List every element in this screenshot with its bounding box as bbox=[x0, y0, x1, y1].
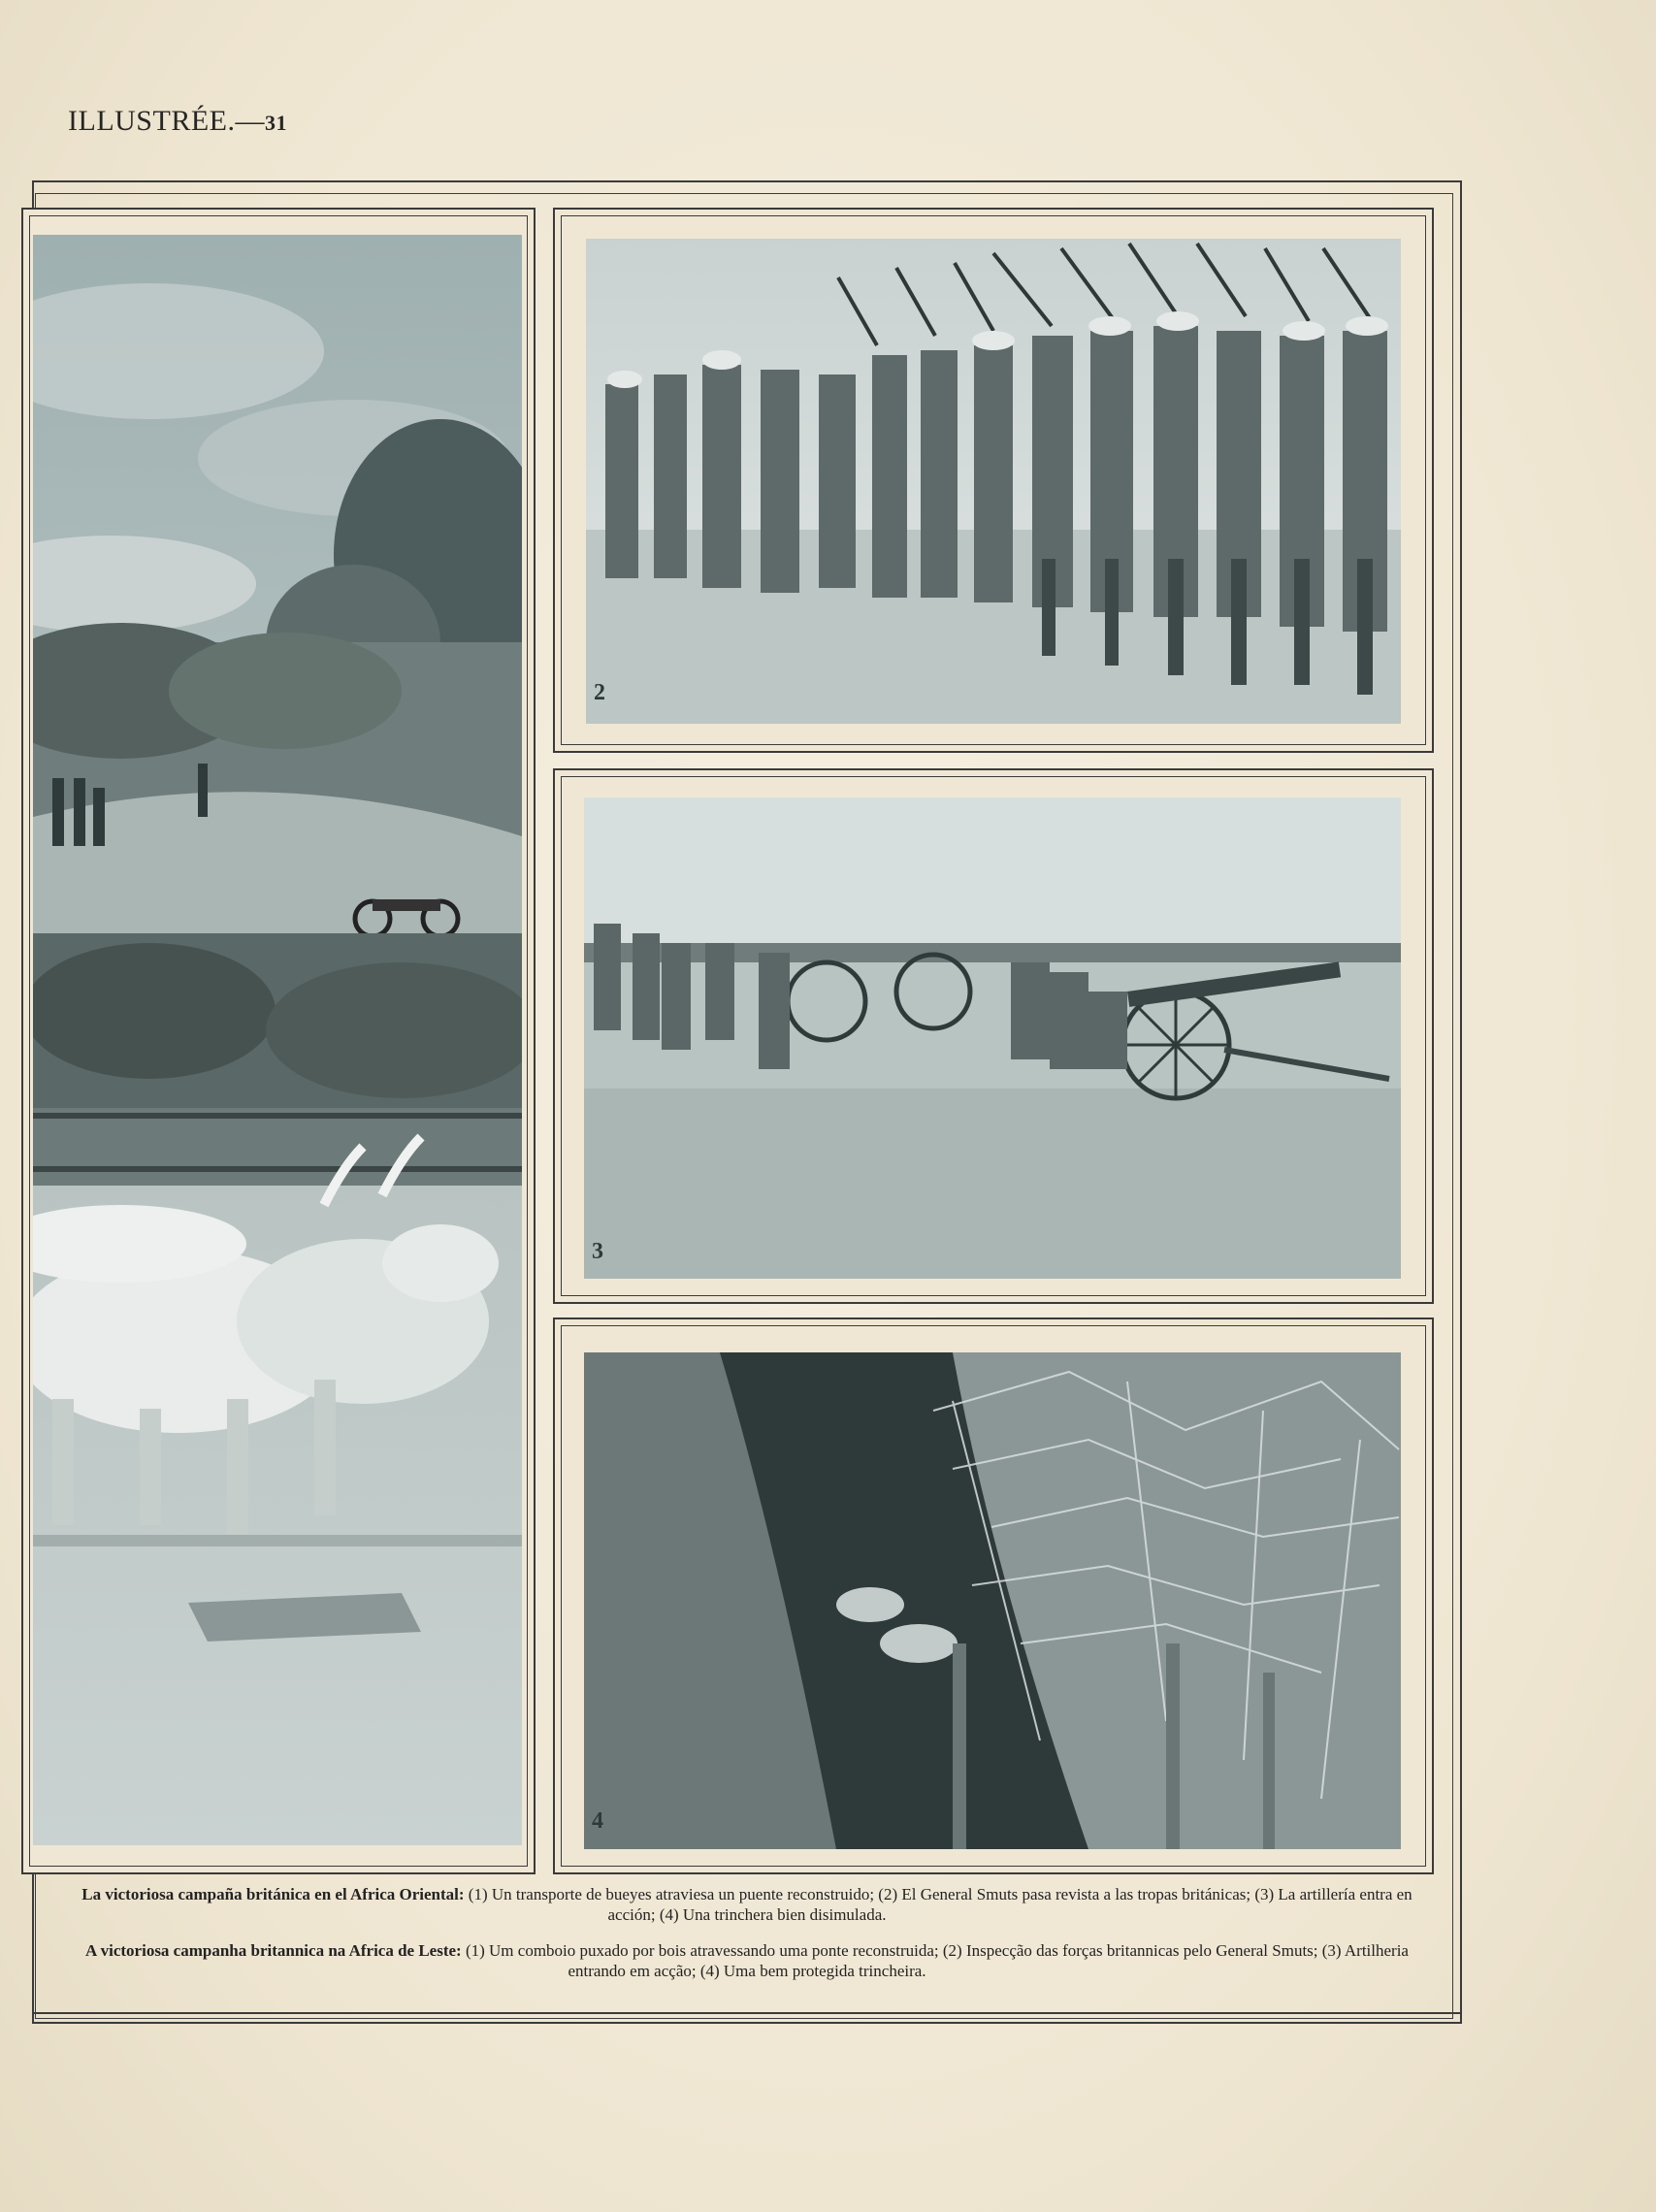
caption-portuguese bbox=[68, 1940, 1426, 1981]
page-number: 31 bbox=[264, 111, 287, 135]
trench-image bbox=[584, 1352, 1401, 1849]
oxen-transport-image bbox=[33, 235, 522, 1845]
photo-panel-4 bbox=[553, 1317, 1434, 1874]
caption-portuguese-lead: A victoriosa campanha britannica na Africa de Leste: bbox=[85, 1941, 462, 1960]
caption-spanish-lead: La victoriosa campaña británica en el Africa Oriental: bbox=[81, 1885, 465, 1903]
photo-oxen-transport bbox=[33, 235, 522, 1845]
photo-trench bbox=[584, 1352, 1401, 1849]
publication-title: ILLUSTRÉE.— bbox=[68, 105, 265, 137]
caption-spanish bbox=[68, 1884, 1426, 1925]
bottom-rule bbox=[32, 2012, 1460, 2014]
photo-panel-1 bbox=[21, 208, 536, 1874]
photo-panel-3 bbox=[553, 768, 1434, 1304]
photo-number-2: 2 bbox=[594, 680, 605, 705]
caption-spanish-text: (1) Un transporte de bueyes atraviesa un puente reconstruido; (2) El General Smuts pasa revista a las tropas británicas; (3) La artillería entra en acción; (4) Una trinchera bien disimulada. bbox=[468, 1885, 1412, 1924]
photo-panel-2 bbox=[553, 208, 1434, 753]
photo-number-3: 3 bbox=[592, 1239, 603, 1264]
photo-artillery-action bbox=[584, 797, 1401, 1279]
artillery-image bbox=[584, 797, 1401, 1279]
page-header bbox=[68, 105, 287, 138]
troop-review-image bbox=[586, 239, 1401, 724]
photo-number-4: 4 bbox=[592, 1808, 603, 1834]
photo-general-smuts-review bbox=[586, 239, 1401, 724]
caption-portuguese-text: (1) Um comboio puxado por bois atravessando uma ponte reconstruida; (2) Inspecção das forças britannicas pelo General Smuts; (3) Artilheria entrando em acção; (4) Uma bem protegida trincheira. bbox=[465, 1941, 1409, 1980]
